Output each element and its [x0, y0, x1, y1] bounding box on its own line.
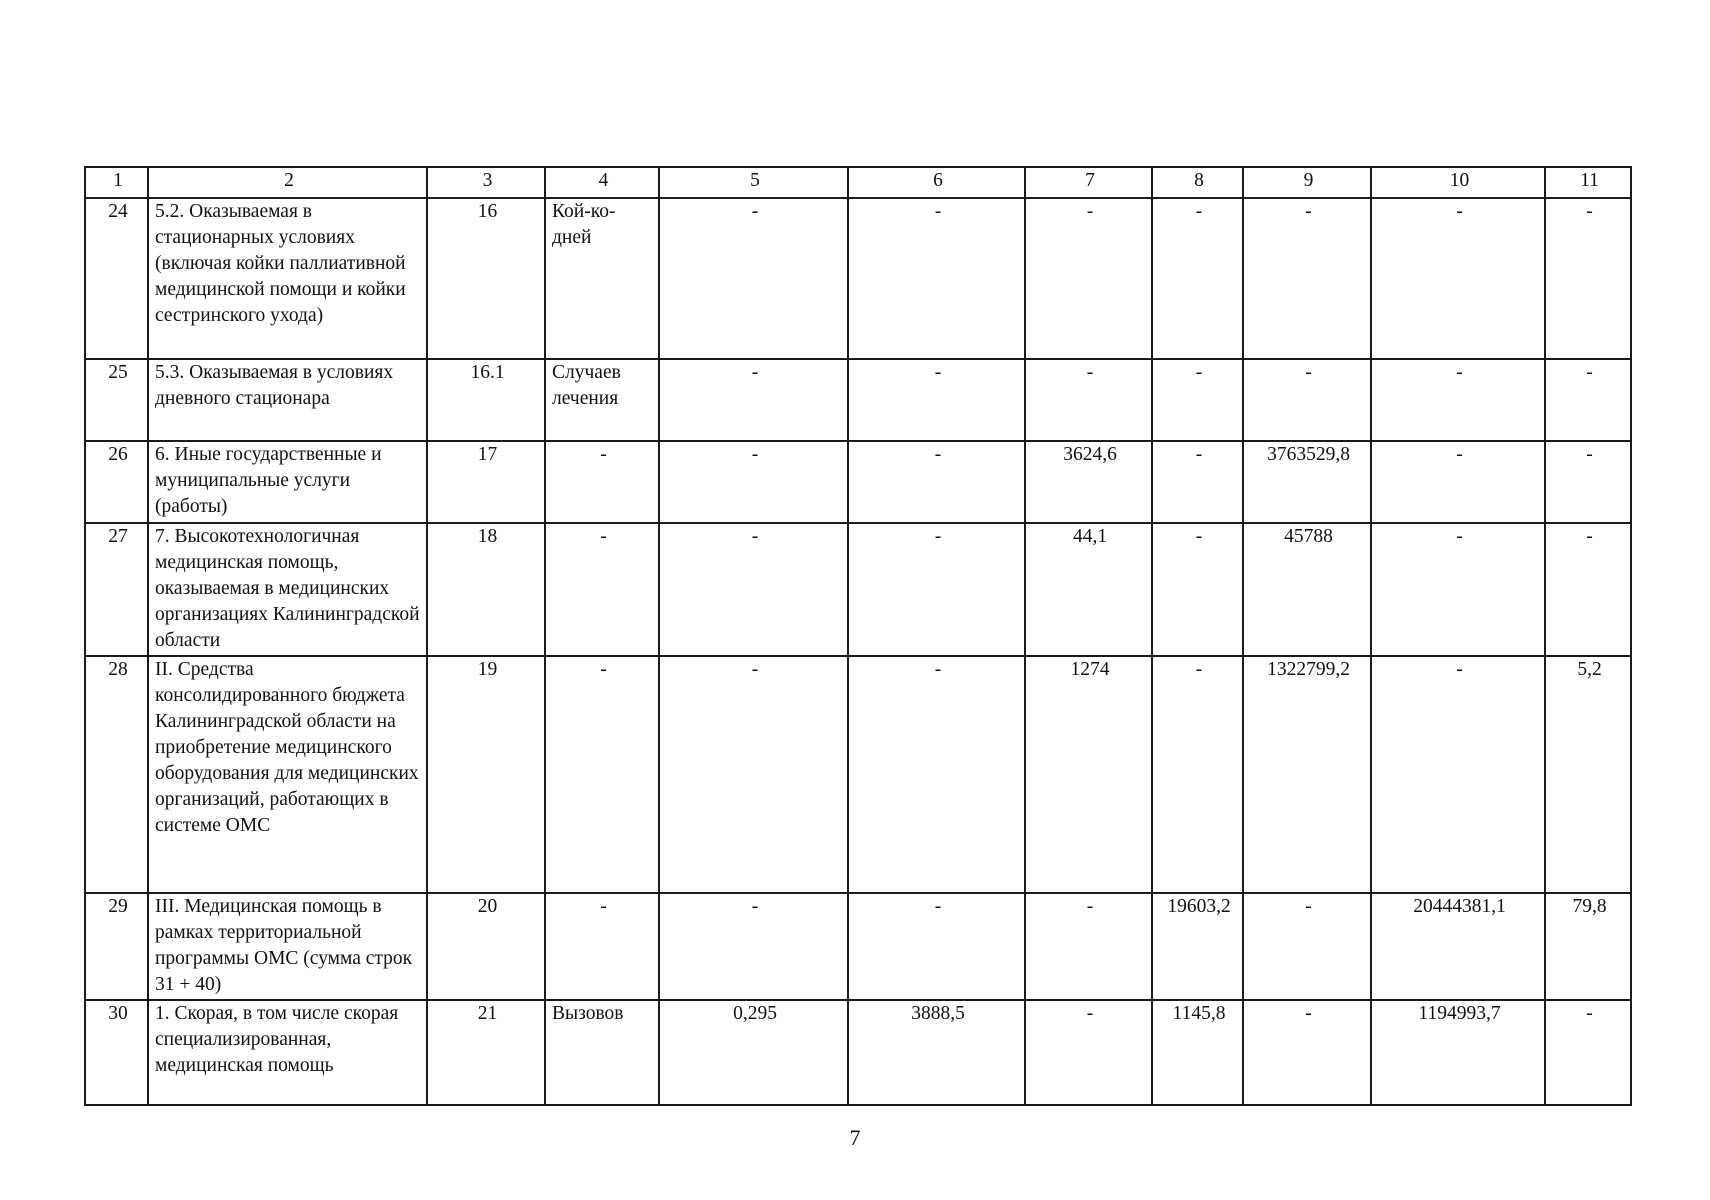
cell-col-10: 20444381,1 — [1371, 893, 1545, 1000]
table-row — [85, 523, 1631, 656]
cell-col-7: - — [1025, 893, 1152, 1000]
cell-col-9: - — [1243, 1000, 1371, 1105]
cell-col-11: - — [1545, 1000, 1631, 1105]
column-header: 3 — [427, 167, 545, 198]
row-name: 1. Скорая, в том числе скорая специализированная, медицинская помощь — [148, 1000, 427, 1105]
cell-col-8: - — [1152, 198, 1243, 359]
row-number: 29 — [85, 893, 148, 1000]
row-line-code: 18 — [427, 523, 545, 656]
cell-col-7: - — [1025, 1000, 1152, 1105]
column-header: 11 — [1545, 167, 1631, 198]
cell-col-10: - — [1371, 441, 1545, 523]
cell-col-6: 3888,5 — [848, 1000, 1025, 1105]
row-unit: - — [545, 656, 659, 893]
cell-col-10: 1194993,7 — [1371, 1000, 1545, 1105]
cell-col-8: - — [1152, 441, 1243, 523]
cell-col-7: - — [1025, 359, 1152, 441]
cell-col-9: - — [1243, 198, 1371, 359]
row-unit: - — [545, 441, 659, 523]
cell-col-9: - — [1243, 893, 1371, 1000]
cell-col-8: - — [1152, 359, 1243, 441]
cell-col-5: - — [659, 441, 848, 523]
table-row — [85, 1000, 1631, 1105]
cell-col-9: 1322799,2 — [1243, 656, 1371, 893]
cell-col-8: 19603,2 — [1152, 893, 1243, 1000]
cell-col-11: - — [1545, 523, 1631, 656]
column-header: 2 — [148, 167, 427, 198]
cell-col-11: - — [1545, 441, 1631, 523]
page-number: 7 — [849, 1125, 861, 1150]
column-header: 8 — [1152, 167, 1243, 198]
cell-col-9: 45788 — [1243, 523, 1371, 656]
table-row — [85, 198, 1631, 359]
cell-col-6: - — [848, 198, 1025, 359]
row-name: 5.3. Оказываемая в условиях дневного стационара — [148, 359, 427, 441]
cell-col-6: - — [848, 523, 1025, 656]
cell-col-6: - — [848, 893, 1025, 1000]
row-line-code: 17 — [427, 441, 545, 523]
row-name: 5.2. Оказываемая в стационарных условиях (включая койки паллиативной медицинской помощи и койки сестринского ухода) — [148, 198, 427, 359]
row-number: 26 — [85, 441, 148, 523]
column-header: 4 — [545, 167, 659, 198]
table-header-row — [85, 167, 1631, 198]
row-name: 7. Высокотехнологичная медицинская помощь, оказываемая в медицинских организациях Калининградской области — [148, 523, 427, 656]
row-unit: Вызовов — [545, 1000, 659, 1105]
cell-col-11: - — [1545, 198, 1631, 359]
cell-col-8: - — [1152, 523, 1243, 656]
cell-col-5: - — [659, 198, 848, 359]
column-header: 6 — [848, 167, 1025, 198]
cell-col-7: 44,1 — [1025, 523, 1152, 656]
data-table — [84, 166, 1632, 1106]
row-name: II. Средства консолидированного бюджета Калининградской области на приобретение медицинского оборудования для медицинских организаций, работающих в системе ОМС — [148, 656, 427, 893]
cell-col-6: - — [848, 441, 1025, 523]
cell-col-8: 1145,8 — [1152, 1000, 1243, 1105]
row-line-code: 16 — [427, 198, 545, 359]
cell-col-10: - — [1371, 656, 1545, 893]
cell-col-5: - — [659, 656, 848, 893]
cell-col-11: 5,2 — [1545, 656, 1631, 893]
cell-col-10: - — [1371, 523, 1545, 656]
cell-col-8: - — [1152, 656, 1243, 893]
cell-col-10: - — [1371, 198, 1545, 359]
cell-col-7: 3624,6 — [1025, 441, 1152, 523]
row-line-code: 16.1 — [427, 359, 545, 441]
row-number: 27 — [85, 523, 148, 656]
table-row — [85, 656, 1631, 893]
cell-col-7: - — [1025, 198, 1152, 359]
row-line-code: 21 — [427, 1000, 545, 1105]
cell-col-7: 1274 — [1025, 656, 1152, 893]
cell-col-11: - — [1545, 359, 1631, 441]
row-name: 6. Иные государственные и муниципальные услуги (работы) — [148, 441, 427, 523]
column-header: 7 — [1025, 167, 1152, 198]
cell-col-6: - — [848, 656, 1025, 893]
column-header: 5 — [659, 167, 848, 198]
row-unit: - — [545, 893, 659, 1000]
cell-col-5: 0,295 — [659, 1000, 848, 1105]
table-row — [85, 893, 1631, 1000]
row-name: III. Медицинская помощь в рамках территориальной программы ОМС (сумма строк 31 + 40) — [148, 893, 427, 1000]
row-number: 25 — [85, 359, 148, 441]
row-line-code: 20 — [427, 893, 545, 1000]
cell-col-9: - — [1243, 359, 1371, 441]
column-header: 1 — [85, 167, 148, 198]
row-number: 28 — [85, 656, 148, 893]
cell-col-11: 79,8 — [1545, 893, 1631, 1000]
row-line-code: 19 — [427, 656, 545, 893]
cell-col-10: - — [1371, 359, 1545, 441]
cell-col-9: 3763529,8 — [1243, 441, 1371, 523]
cell-col-5: - — [659, 359, 848, 441]
row-number: 30 — [85, 1000, 148, 1105]
row-number: 24 — [85, 198, 148, 359]
cell-col-5: - — [659, 523, 848, 656]
row-unit: - — [545, 523, 659, 656]
column-header: 10 — [1371, 167, 1545, 198]
cell-col-6: - — [848, 359, 1025, 441]
row-unit: Кой-ко-дней — [545, 198, 659, 359]
column-header: 9 — [1243, 167, 1371, 198]
table-row — [85, 359, 1631, 441]
cell-col-5: - — [659, 893, 848, 1000]
row-unit: Случаев лечения — [545, 359, 659, 441]
table-row — [85, 441, 1631, 523]
